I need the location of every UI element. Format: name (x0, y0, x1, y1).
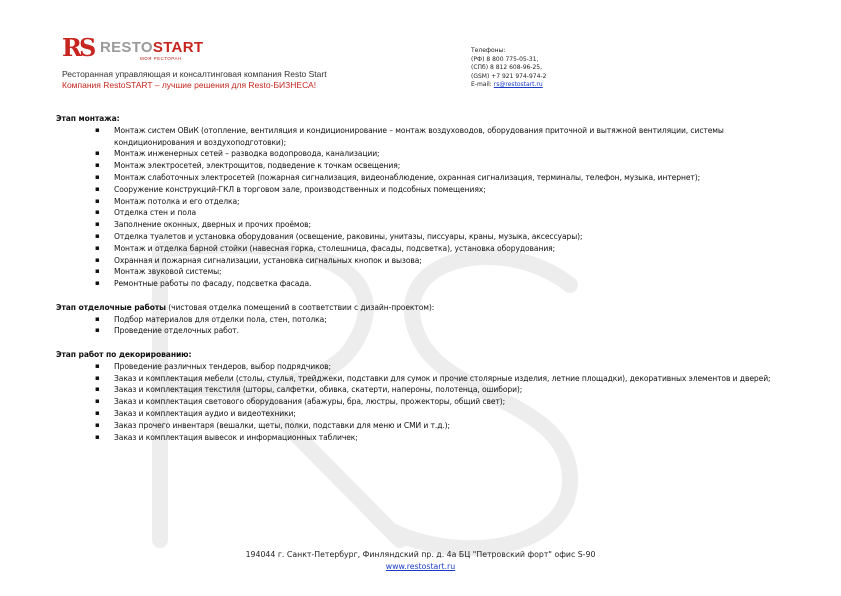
list-item: ▪ Ремонтные работы по фасаду, подсветка фасада. (56, 278, 786, 290)
list-item: ▪ Монтаж потолка и его отделка; (56, 196, 786, 208)
list-item: ▪ Заказ и комплектация текстиля (шторы, салфетки, обивка, скатерти, напероны, полотенца, ошибори); (56, 384, 786, 396)
section-heading (56, 113, 786, 125)
company-slogan: Компания RestoSTART – лучшие решения для Resto-БИЗНЕСА! (62, 80, 317, 90)
list-item: ▪ Проведение различных тендеров, выбор подрядчиков; (56, 361, 786, 373)
section-title: Этап монтажа: (56, 114, 120, 123)
list-item: ▪ Заполнение оконных, дверных и прочих проёмов; (56, 219, 786, 231)
company-description: Ресторанная управляющая и консалтинговая компания Resto Start (62, 69, 327, 79)
list-item: ▪ Подбор материалов для отделки пола, стен, потолка; (56, 314, 786, 326)
list-item: ▪ Заказ прочего инвентаря (вешалки, щеты, полки, подставки для меню и СМИ и т.д.); (56, 420, 786, 432)
logo-tagline: МОЯ РЕСТОРАН (140, 56, 182, 61)
contacts-block (471, 47, 546, 90)
list-item: ▪ Монтаж слаботочных электросетей (пожарная сигнализация, видеонаблюдение, охранная сигнализация, терминалы, телефон, музыка, интернет); (56, 172, 786, 184)
phones-label: Телефоны: (471, 47, 506, 54)
list-item: ▪ Заказ и комплектация вывесок и информационных табличек; (56, 432, 786, 444)
list-item: ▪ Заказ и комплектация светового оборудования (абажуры, бра, люстры, прожекторы, общий свет); (56, 396, 786, 408)
bullet-list (56, 361, 786, 444)
list-item: ▪ Заказ и комплектация мебели (столы, стулья, трейджеки, подставки для сумок и прочие столярные изделия, летние площадки), декоративных элементов и дверей; (56, 373, 786, 385)
logo-wordmark: RESTOSTART (100, 39, 204, 56)
footer-website-link[interactable]: www.restostart.ru (385, 562, 456, 571)
list-item: ▪ Отделка туалетов и установка оборудования (освещение, раковины, унитазы, писсуары, краны, музыка, аксессуары); (56, 231, 786, 243)
section (56, 349, 786, 443)
section (56, 302, 786, 337)
section-heading (56, 302, 786, 314)
list-item: ▪ Монтаж звуковой системы; (56, 266, 786, 278)
list-item: ▪ Монтаж инженерных сетей – разводка водопровода, канализации; (56, 148, 786, 160)
section (56, 113, 786, 290)
list-item: ▪ Монтаж и отделка барной стойки (навесная горка, столешница, фасады, подсветка), установка оборудования; (56, 243, 786, 255)
list-item: ▪ Заказ и комплектация аудио и видеотехники; (56, 408, 786, 420)
document-body (56, 113, 786, 455)
email-label: E-mail: (471, 81, 492, 89)
list-item: ▪ Охранная и пожарная сигнализации, установка сигнальных кнопок и вызова; (56, 255, 786, 267)
section-note: (чистовая отделка помещений в соответствии с дизайн-проектом): (168, 302, 435, 312)
email-row (471, 81, 546, 90)
email-link[interactable]: rs@restostart.ru (493, 81, 543, 89)
bullet-list (56, 125, 786, 290)
list-item: ▪ Отделка стен и пола (56, 207, 786, 219)
bullet-list (56, 314, 786, 338)
footer (0, 549, 841, 573)
list-item: ▪ Проведение отделочных работ. (56, 325, 786, 337)
section-title: Этап отделочные работы (56, 302, 166, 312)
logo-mark: RS (62, 33, 94, 62)
phone-gsm: (GSM) +7 921 974-974-2 (471, 72, 547, 80)
section-title: Этап работ по декорированию: (56, 349, 192, 359)
footer-address: 194044 г. Санкт-Петербург, Финляндский пр. д. 4а БЦ "Петровский форт" офис S-90 (245, 550, 596, 559)
list-item: ▪ Монтаж электросетей, электрощитов, подведение к точкам освещения; (56, 160, 786, 172)
phone-rf: (РФ) 8 800 775-05-31, (471, 55, 539, 63)
list-item: ▪ Сооружение конструкций-ГКЛ в торговом зале, производственных и подсобных помещениях; (56, 184, 786, 196)
section-heading (56, 349, 786, 361)
restostart-logo (62, 33, 232, 64)
list-item: ▪ Монтаж систем ОВиК (отопление, вентиляция и кондиционирование – монтаж воздуховодов, оборудования приточной и вытяжной вентиляции, системы кондиционирования и воздухоподготовки); (56, 125, 786, 149)
phone-spb: (СПб) 8 812 608-96-25, (471, 64, 543, 72)
